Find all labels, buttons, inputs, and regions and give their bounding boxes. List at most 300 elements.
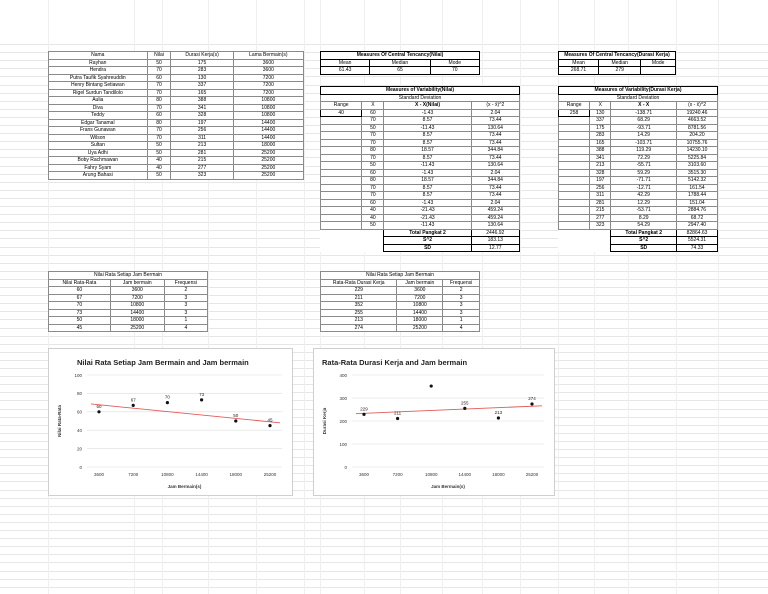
table-cell[interactable]: 40 <box>362 214 384 222</box>
empty-cell[interactable] <box>321 147 362 155</box>
table-cell[interactable]: 213 <box>171 142 233 150</box>
table-cell[interactable]: 3600 <box>397 287 443 295</box>
table-cell[interactable]: 283 <box>171 67 233 75</box>
empty-cell[interactable] <box>559 222 590 230</box>
table-cell[interactable]: 337 <box>171 82 233 90</box>
table-cell[interactable]: -11.43 <box>384 124 471 132</box>
table-cell[interactable]: 54.29 <box>611 222 677 230</box>
summary-row <box>321 229 520 237</box>
summary-label[interactable]: SD <box>384 244 471 252</box>
table-cell[interactable]: 8.57 <box>384 132 471 140</box>
empty-cell[interactable] <box>559 184 590 192</box>
table-cell[interactable]: 70 <box>49 302 111 310</box>
table-cell[interactable]: 311 <box>171 134 233 142</box>
table-cell[interactable]: Uya Adhi <box>49 149 148 157</box>
table-cell[interactable]: 8.57 <box>384 117 471 125</box>
column-header[interactable]: Durasi Kerja(s) <box>171 52 233 60</box>
table-cell[interactable]: 328 <box>171 112 233 120</box>
empty-cell[interactable] <box>321 139 362 147</box>
table-cell[interactable]: 14400 <box>233 127 303 135</box>
table-title[interactable]: Measures of Variability(Nilai) <box>321 87 520 95</box>
table-cell[interactable]: 10800 <box>233 112 303 120</box>
table-cell[interactable]: -93.71 <box>611 124 677 132</box>
empty-cell[interactable] <box>321 214 362 222</box>
table-cell[interactable]: 42.29 <box>611 192 677 200</box>
table-cell[interactable]: 59.29 <box>611 169 677 177</box>
table-cell[interactable]: 25200 <box>110 324 164 332</box>
table-cell[interactable]: Rigel Surdun Tandilolo <box>49 89 148 97</box>
chart-durasi-vs-jam[interactable] <box>313 348 555 496</box>
column-header[interactable]: Frequensi <box>443 279 480 287</box>
table-cell[interactable]: 256 <box>590 184 611 192</box>
empty-cell[interactable] <box>559 207 590 215</box>
table-cell[interactable]: 229 <box>321 287 397 295</box>
table-cell[interactable]: 25200 <box>233 164 303 172</box>
table-cell[interactable]: 151.04 <box>677 199 718 207</box>
table-cell[interactable]: 2 <box>443 287 480 295</box>
table-cell[interactable]: 8.57 <box>384 154 471 162</box>
table-cell[interactable]: Hendra <box>49 67 148 75</box>
column-header[interactable]: Lama Bermain(s) <box>233 52 303 60</box>
summary-label[interactable]: S^2 <box>384 237 471 245</box>
column-header[interactable]: Jam bermain <box>397 279 443 287</box>
empty-cell[interactable] <box>590 229 611 237</box>
table-subtitle[interactable]: Standard Deviation <box>321 94 520 102</box>
table-cell[interactable]: Wilson <box>49 134 148 142</box>
table-cell[interactable]: -103.71 <box>611 139 677 147</box>
table-cell[interactable]: 2 <box>164 287 207 295</box>
table-cell[interactable]: 1788.44 <box>677 192 718 200</box>
table-title[interactable]: Measures Of Central Tencancy(Durasi Kerja) <box>559 52 676 60</box>
table-cell[interactable]: 18000 <box>110 317 164 325</box>
table-cell[interactable]: 70 <box>430 67 479 75</box>
table-cell[interactable]: 60 <box>362 169 384 177</box>
table-cell[interactable]: 197 <box>590 177 611 185</box>
table-cell[interactable]: 70 <box>147 127 171 135</box>
column-header[interactable]: Nilai Rata-Rata <box>49 279 111 287</box>
table-cell[interactable]: 311 <box>590 192 611 200</box>
table-cell[interactable]: 50 <box>49 317 111 325</box>
empty-cell[interactable] <box>559 132 590 140</box>
empty-cell[interactable] <box>559 199 590 207</box>
table-cell[interactable]: 14400 <box>233 134 303 142</box>
table-cell[interactable]: 50 <box>362 162 384 170</box>
table-cell[interactable]: 10800 <box>110 302 164 310</box>
table-cell[interactable]: 2.04 <box>471 169 519 177</box>
column-header[interactable]: Median <box>599 59 641 67</box>
empty-cell[interactable] <box>559 162 590 170</box>
table-cell[interactable]: -53.71 <box>611 207 677 215</box>
empty-cell[interactable] <box>321 177 362 185</box>
table-cell[interactable]: Sultan <box>49 142 148 150</box>
table-cell[interactable]: 14400 <box>233 119 303 127</box>
table-cell[interactable]: 274 <box>321 324 397 332</box>
table-cell[interactable]: 323 <box>590 222 611 230</box>
table-cell[interactable]: -71.71 <box>611 177 677 185</box>
table-cell[interactable]: 281 <box>171 149 233 157</box>
table-cell[interactable]: 3 <box>164 309 207 317</box>
table-cell[interactable]: 213 <box>321 317 397 325</box>
table-cell[interactable]: 165 <box>590 139 611 147</box>
grid-row-line <box>0 587 768 588</box>
summary-value[interactable]: 74.33 <box>677 244 718 252</box>
table-cell[interactable]: 323 <box>171 172 233 180</box>
table-cell[interactable]: 70 <box>147 104 171 112</box>
table-cell[interactable]: 2884.76 <box>677 207 718 215</box>
table-cell[interactable]: 388 <box>171 97 233 105</box>
table-cell[interactable]: 165 <box>171 89 233 97</box>
column-header[interactable]: X <box>362 102 384 110</box>
table-cell[interactable]: 8.57 <box>384 184 471 192</box>
table-title[interactable]: Measures Of Central Tencancy(Nilai) <box>321 52 480 60</box>
table-cell[interactable]: 279 <box>599 67 641 75</box>
table-cell[interactable]: -11.43 <box>384 222 471 230</box>
table-subtitle[interactable]: Standard Deviation <box>559 94 718 102</box>
table-cell[interactable]: 341 <box>590 154 611 162</box>
empty-cell[interactable] <box>321 117 362 125</box>
table-cell[interactable]: 60 <box>362 109 384 117</box>
table-cell[interactable]: 175 <box>590 124 611 132</box>
empty-cell[interactable] <box>559 229 590 237</box>
table-cell[interactable]: 3103.60 <box>677 162 718 170</box>
column-header[interactable]: X - X̄ <box>611 102 677 110</box>
empty-cell[interactable] <box>321 184 362 192</box>
table-cell[interactable]: 40 <box>147 157 171 165</box>
table-cell[interactable]: -12.71 <box>611 184 677 192</box>
column-header[interactable]: Nama <box>49 52 148 60</box>
table-cell[interactable]: 14.29 <box>611 132 677 140</box>
table-cell[interactable]: 80 <box>362 177 384 185</box>
table-cell[interactable]: 70 <box>147 67 171 75</box>
table-cell[interactable]: 10800 <box>233 104 303 112</box>
table-cell[interactable]: 50 <box>362 222 384 230</box>
empty-cell[interactable] <box>559 237 590 245</box>
empty-cell[interactable] <box>321 154 362 162</box>
table-cell[interactable]: -138.71 <box>611 109 677 117</box>
empty-cell[interactable] <box>559 147 590 155</box>
table-cell[interactable]: 3 <box>443 302 480 310</box>
table-title[interactable]: Measures of Variability(Durasi Kerja) <box>559 87 718 95</box>
table-cell[interactable]: 12.29 <box>611 199 677 207</box>
table-cell[interactable]: 80 <box>147 119 171 127</box>
column-header[interactable]: Mean <box>321 59 370 67</box>
table-cell[interactable]: 67 <box>49 294 111 302</box>
column-header[interactable]: Mean <box>559 59 599 67</box>
table-cell[interactable]: 130 <box>590 109 611 117</box>
empty-cell[interactable] <box>559 177 590 185</box>
table-cell[interactable]: 3 <box>443 294 480 302</box>
table-cell[interactable]: 73.44 <box>471 192 519 200</box>
table-cell[interactable]: 50 <box>362 124 384 132</box>
summary-value[interactable]: 82864.63 <box>677 229 718 237</box>
table-cell[interactable]: 130 <box>171 74 233 82</box>
table-cell[interactable]: 283 <box>590 132 611 140</box>
table-cell[interactable]: 161.54 <box>677 184 718 192</box>
table-cell[interactable] <box>641 67 676 75</box>
table-cell[interactable]: 70 <box>362 192 384 200</box>
table-cell[interactable]: 3600 <box>233 67 303 75</box>
table-cell[interactable]: 175 <box>171 59 233 67</box>
table-title[interactable]: Nilai Rata Setiap Jam Bermain <box>49 272 208 280</box>
table-cell[interactable]: 70 <box>147 134 171 142</box>
table-cell[interactable]: 4 <box>164 324 207 332</box>
table-cell[interactable]: 8.57 <box>384 192 471 200</box>
table-cell[interactable]: 70 <box>362 184 384 192</box>
empty-cell[interactable] <box>321 244 362 252</box>
table-cell[interactable]: 4 <box>443 324 480 332</box>
table-cell[interactable]: 60 <box>49 287 111 295</box>
empty-cell[interactable] <box>321 222 362 230</box>
table-cell[interactable]: 45 <box>49 324 111 332</box>
table-cell[interactable]: 73.44 <box>471 117 519 125</box>
subtitle-row <box>559 94 718 102</box>
table-cell[interactable]: 68.72 <box>677 214 718 222</box>
summary-label[interactable]: Total Pangkat 2 <box>384 229 471 237</box>
empty-cell[interactable] <box>362 237 384 245</box>
table-cell[interactable]: 5142.32 <box>677 177 718 185</box>
table-cell[interactable]: Frans Gunawan <box>49 127 148 135</box>
table-cell[interactable]: 3 <box>164 302 207 310</box>
table-cell[interactable]: 130.64 <box>471 222 519 230</box>
range-value[interactable]: 40 <box>321 109 362 117</box>
table-cell[interactable]: 65 <box>370 67 430 75</box>
table-cell[interactable]: 3515.30 <box>677 169 718 177</box>
table-cell[interactable]: 70 <box>147 89 171 97</box>
table-cell[interactable]: 10800 <box>397 302 443 310</box>
table-cell[interactable]: 8.57 <box>384 139 471 147</box>
table-cell[interactable]: -1.43 <box>384 109 471 117</box>
table-cell[interactable]: 2.04 <box>471 199 519 207</box>
table-cell[interactable]: -1.43 <box>384 199 471 207</box>
table-cell[interactable]: 70 <box>362 154 384 162</box>
summary-label[interactable]: SD <box>611 244 677 252</box>
table-cell[interactable]: 50 <box>147 59 171 67</box>
summary-label[interactable]: Total Pangkat 2 <box>611 229 677 237</box>
table-cell[interactable]: -21.43 <box>384 207 471 215</box>
summary-value[interactable]: 5524.31 <box>677 237 718 245</box>
table-cell[interactable]: 7200 <box>233 89 303 97</box>
y-tick-label: 0 <box>344 464 347 470</box>
chart-nilai-vs-jam[interactable] <box>48 348 293 496</box>
table-cell[interactable]: 73 <box>49 309 111 317</box>
table-cell[interactable]: 352 <box>321 302 397 310</box>
table-cell[interactable]: 4663.52 <box>677 117 718 125</box>
y-tick-label: 100 <box>339 441 347 447</box>
empty-cell[interactable] <box>559 244 590 252</box>
table-cell[interactable]: 80 <box>362 147 384 155</box>
empty-cell[interactable] <box>321 124 362 132</box>
table-cell[interactable]: 204.20 <box>677 132 718 140</box>
table-cell[interactable]: 60 <box>362 199 384 207</box>
empty-cell[interactable] <box>559 192 590 200</box>
empty-cell[interactable] <box>590 244 611 252</box>
table-cell[interactable]: 119.29 <box>611 147 677 155</box>
table-cell[interactable]: 60 <box>147 112 171 120</box>
empty-cell[interactable] <box>362 244 384 252</box>
table-cell[interactable]: 70 <box>147 82 171 90</box>
table-cell[interactable]: 19240.46 <box>677 109 718 117</box>
table-cell[interactable]: 197 <box>171 119 233 127</box>
table-cell[interactable]: 68.29 <box>611 117 677 125</box>
table-cell[interactable]: 50 <box>147 149 171 157</box>
table-cell[interactable]: 72.29 <box>611 154 677 162</box>
table-cell[interactable]: 2.04 <box>471 109 519 117</box>
table-cell[interactable]: 61.43 <box>321 67 370 75</box>
table-cell[interactable]: 50 <box>147 142 171 150</box>
table-cell[interactable]: 7200 <box>233 74 303 82</box>
table-cell[interactable]: Diva <box>49 104 148 112</box>
table-cell[interactable]: 25200 <box>233 149 303 157</box>
empty-cell[interactable] <box>321 229 362 237</box>
empty-cell[interactable] <box>321 207 362 215</box>
table-title[interactable]: Nilai Rata Setiap Jam Bermain <box>321 272 480 280</box>
table-cell[interactable]: 1 <box>443 317 480 325</box>
table-cell[interactable]: 277 <box>590 214 611 222</box>
table-cell[interactable]: 2947.40 <box>677 222 718 230</box>
table-cell[interactable]: Fahry Syam <box>49 164 148 172</box>
table-cell[interactable]: 281 <box>590 199 611 207</box>
table-cell[interactable]: 8781.56 <box>677 124 718 132</box>
table-cell[interactable]: 459.24 <box>471 207 519 215</box>
table-cell[interactable]: -55.71 <box>611 162 677 170</box>
empty-cell[interactable] <box>559 214 590 222</box>
table-cell[interactable]: 73.44 <box>471 132 519 140</box>
table-cell[interactable]: 256 <box>171 127 233 135</box>
table-cell[interactable]: 337 <box>590 117 611 125</box>
table-cell[interactable]: 215 <box>171 157 233 165</box>
table-cell[interactable]: 277 <box>171 164 233 172</box>
table-cell[interactable]: 459.24 <box>471 214 519 222</box>
table-cell[interactable]: 18.57 <box>384 147 471 155</box>
table-cell[interactable]: 80 <box>147 97 171 105</box>
table-cell[interactable]: 40 <box>362 207 384 215</box>
table-cell[interactable]: 388 <box>590 147 611 155</box>
table-cell[interactable]: 1 <box>164 317 207 325</box>
table-cell[interactable]: 3600 <box>110 287 164 295</box>
column-header[interactable]: Rata-Rata Durasi Kerja <box>321 279 397 287</box>
column-header[interactable]: X - X̄(Nilai) <box>384 102 471 110</box>
table-cell[interactable]: 211 <box>321 294 397 302</box>
summary-label[interactable]: S^2 <box>611 237 677 245</box>
empty-cell[interactable] <box>321 199 362 207</box>
column-header[interactable]: (x - x̄)^2 <box>677 102 718 110</box>
summary-value[interactable]: 12.77 <box>471 244 519 252</box>
table-cell[interactable]: 213 <box>590 162 611 170</box>
table-cell[interactable]: -11.43 <box>384 162 471 170</box>
table-cell[interactable]: 25200 <box>233 157 303 165</box>
table-cell[interactable]: 70 <box>362 139 384 147</box>
table-cell[interactable]: 14230.10 <box>677 147 718 155</box>
table-cell[interactable]: Putra Taufik Syahreuddin <box>49 74 148 82</box>
table-cell[interactable]: 7200 <box>233 82 303 90</box>
table-cell[interactable]: 328 <box>590 169 611 177</box>
empty-cell[interactable] <box>559 124 590 132</box>
table-cell[interactable]: 25200 <box>397 324 443 332</box>
y-tick-label: 0 <box>79 464 82 470</box>
empty-cell[interactable] <box>321 162 362 170</box>
empty-cell[interactable] <box>321 169 362 177</box>
summary-value[interactable]: 183.13 <box>471 237 519 245</box>
column-header[interactable]: X <box>590 102 611 110</box>
empty-cell[interactable] <box>362 229 384 237</box>
table-cell[interactable]: Teddy <box>49 112 148 120</box>
table-cell[interactable]: 50 <box>147 172 171 180</box>
table-cell[interactable]: -1.43 <box>384 169 471 177</box>
table-cell[interactable]: Edgar Tanamal <box>49 119 148 127</box>
empty-cell[interactable] <box>321 192 362 200</box>
table-cell[interactable]: 10755.76 <box>677 139 718 147</box>
table-cell[interactable]: 18.57 <box>384 177 471 185</box>
grid-row-line <box>0 554 768 555</box>
table-cell[interactable]: 40 <box>147 164 171 172</box>
table-cell[interactable]: 18000 <box>233 142 303 150</box>
column-header[interactable]: Jam bermain <box>110 279 164 287</box>
table-cell[interactable]: 341 <box>171 104 233 112</box>
column-header[interactable]: Range <box>559 102 590 110</box>
table-cell[interactable]: 73.44 <box>471 184 519 192</box>
table-cell[interactable]: 344.84 <box>471 147 519 155</box>
table-cell[interactable]: 344.84 <box>471 177 519 185</box>
column-header[interactable]: Median <box>370 59 430 67</box>
table-cell[interactable]: 7200 <box>110 294 164 302</box>
empty-cell[interactable] <box>559 169 590 177</box>
table-cell[interactable]: 5225.84 <box>677 154 718 162</box>
empty-cell[interactable] <box>559 139 590 147</box>
table-cell[interactable]: 25200 <box>233 172 303 180</box>
table-cell[interactable]: 73.44 <box>471 154 519 162</box>
table-cell[interactable]: 18000 <box>397 317 443 325</box>
table-cell[interactable]: 10800 <box>233 97 303 105</box>
table-cell[interactable]: 255 <box>321 309 397 317</box>
empty-cell[interactable] <box>321 237 362 245</box>
table-cell[interactable]: 8.29 <box>611 214 677 222</box>
table-cell[interactable]: 215 <box>590 207 611 215</box>
column-header[interactable]: Nilai <box>147 52 171 60</box>
table-cell[interactable]: 3 <box>443 309 480 317</box>
table-cell[interactable]: 268.71 <box>559 67 599 75</box>
table-cell[interactable]: Rayhan <box>49 59 148 67</box>
table-cell[interactable]: 7200 <box>397 294 443 302</box>
table-cell[interactable]: Aulia <box>49 97 148 105</box>
table-cell[interactable]: Arung Bahasi <box>49 172 148 180</box>
range-value[interactable]: 258 <box>559 109 590 117</box>
column-header[interactable]: Mode <box>641 59 676 67</box>
column-header[interactable]: (x - x̄)^2 <box>471 102 519 110</box>
table-cell[interactable]: 130.64 <box>471 124 519 132</box>
empty-cell[interactable] <box>559 117 590 125</box>
table-cell[interactable]: 14400 <box>397 309 443 317</box>
column-header[interactable]: Mode <box>430 59 479 67</box>
column-header[interactable]: Range <box>321 102 362 110</box>
table-cell[interactable]: Boby Rachmawan <box>49 157 148 165</box>
table-cell[interactable]: 70 <box>362 132 384 140</box>
table-cell[interactable]: 3 <box>164 294 207 302</box>
empty-cell[interactable] <box>321 132 362 140</box>
column-header[interactable]: Frequensi <box>164 279 207 287</box>
table-cell[interactable]: Henry Bintang Setiawan <box>49 82 148 90</box>
table-cell[interactable]: 130.64 <box>471 162 519 170</box>
table-cell[interactable]: -21.43 <box>384 214 471 222</box>
summary-row <box>559 244 718 252</box>
table-cell[interactable]: 3600 <box>233 59 303 67</box>
table-cell[interactable]: 70 <box>362 117 384 125</box>
empty-cell[interactable] <box>559 154 590 162</box>
summary-value[interactable]: 2446.92 <box>471 229 519 237</box>
empty-cell[interactable] <box>590 237 611 245</box>
table-cell[interactable]: 73.44 <box>471 139 519 147</box>
table-cell[interactable]: 14400 <box>110 309 164 317</box>
table-cell[interactable]: 60 <box>147 74 171 82</box>
